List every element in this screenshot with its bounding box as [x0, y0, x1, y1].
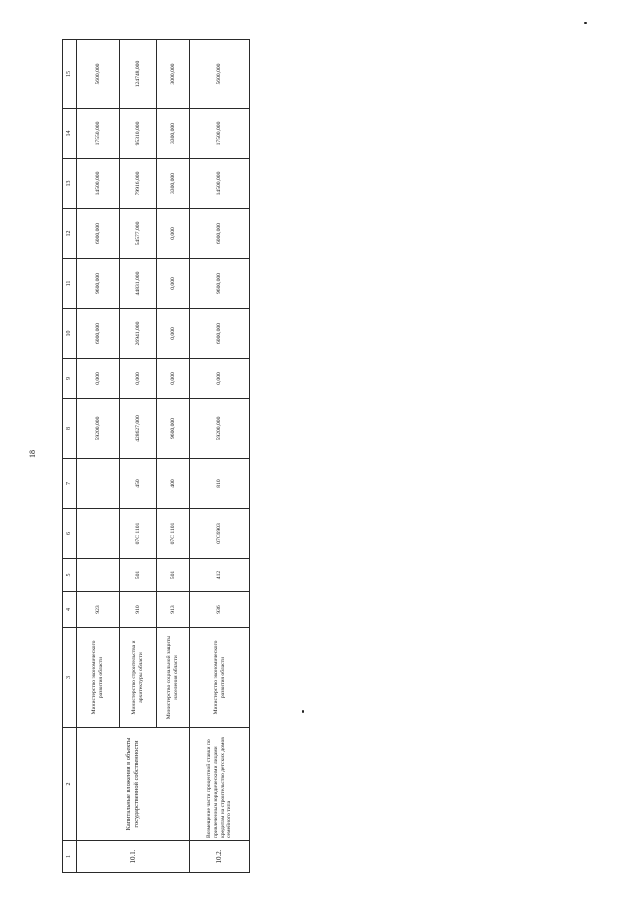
executor-cell: Министерство социальной защиты населения области [157, 628, 190, 728]
column-header: 4 [63, 592, 77, 628]
program-table [62, 39, 250, 873]
table-cell: 07С 1101 [157, 509, 190, 559]
rotated-table-wrapper [62, 40, 247, 873]
table-cell: 17550,000 [77, 109, 120, 159]
table-cell: 59200,000 [77, 399, 120, 459]
table-cell: 913 [157, 592, 190, 628]
header-row [63, 40, 77, 873]
table-cell: 412 [190, 559, 250, 592]
table-cell: 0,000 [120, 359, 157, 399]
table-cell: 3300,000 [157, 159, 190, 209]
table-cell: 910 [120, 592, 157, 628]
table-cell: 810 [190, 459, 250, 509]
table-cell: 17500,000 [190, 109, 250, 159]
measure-title: Капитальные вложения в объекты государственной собственности [77, 728, 190, 841]
column-header: 2 [63, 728, 77, 841]
table-cell: 54577,000 [120, 209, 157, 259]
table-cell: 6000,000 [190, 309, 250, 359]
table-cell: 923 [77, 592, 120, 628]
column-header: 10 [63, 309, 77, 359]
table-cell: 5600,000 [190, 40, 250, 109]
table-cell: 07С 1101 [120, 509, 157, 559]
table-cell [77, 509, 120, 559]
table-cell: 3000,000 [157, 40, 190, 109]
column-header: 12 [63, 209, 77, 259]
table-cell: 0,000 [190, 359, 250, 399]
table-cell: 9600,000 [157, 399, 190, 459]
table-cell: 501 [120, 559, 157, 592]
table-cell: 9600,000 [77, 259, 120, 309]
table-cell: 6000,000 [77, 309, 120, 359]
scan-speck [584, 22, 587, 24]
table-cell: 936 [190, 592, 250, 628]
table-cell: 26941,000 [120, 309, 157, 359]
table-cell: 0,000 [157, 259, 190, 309]
measure-title: Возмещение части процентной ставки по привлеченным юридическими лицами кредитам на строительство детских домов семейного типа [190, 728, 250, 841]
column-header: 11 [63, 259, 77, 309]
table-cell: 0,000 [157, 209, 190, 259]
row-number: 10.1. [77, 841, 190, 873]
executor-cell: Министерство экономического развития области [77, 628, 120, 728]
table-cell: 6000,000 [77, 209, 120, 259]
scan-speck [302, 710, 304, 713]
executor-cell: Министерство строительства и архитектуры области [120, 628, 157, 728]
table-cell: 124748,000 [120, 40, 157, 109]
table-cell: 428627,000 [120, 399, 157, 459]
table-cell: 0,000 [77, 359, 120, 399]
table-cell: 400 [157, 459, 190, 509]
table-cell: 44831,000 [120, 259, 157, 309]
column-header: 3 [63, 628, 77, 728]
table-cell: 0,000 [157, 309, 190, 359]
table-cell: 95310,000 [120, 109, 157, 159]
column-header: 14 [63, 109, 77, 159]
row-number: 10.2. [190, 841, 250, 873]
table-cell: 14500,000 [77, 159, 120, 209]
table-cell [77, 459, 120, 509]
table-cell [77, 559, 120, 592]
column-header: 13 [63, 159, 77, 209]
table-row [190, 40, 250, 873]
column-header: 5 [63, 559, 77, 592]
column-header: 7 [63, 459, 77, 509]
table-cell: 501 [157, 559, 190, 592]
page-number: 18 [28, 450, 37, 458]
table-cell: 9600,000 [190, 259, 250, 309]
table-cell: 14500,000 [190, 159, 250, 209]
column-header: 1 [63, 841, 77, 873]
executor-cell: Министерство экономического развития области [190, 628, 250, 728]
table-cell: 6000,000 [190, 209, 250, 259]
column-header: 15 [63, 40, 77, 109]
column-header: 9 [63, 359, 77, 399]
table-cell: 79916,000 [120, 159, 157, 209]
table-cell: 59200,000 [190, 399, 250, 459]
column-header: 6 [63, 509, 77, 559]
table-cell: 450 [120, 459, 157, 509]
table-row [77, 40, 120, 873]
table-cell: 0,000 [157, 359, 190, 399]
table-cell: 5600,000 [77, 40, 120, 109]
table-cell: 07С6903 [190, 509, 250, 559]
column-header: 8 [63, 399, 77, 459]
table-cell: 3300,000 [157, 109, 190, 159]
